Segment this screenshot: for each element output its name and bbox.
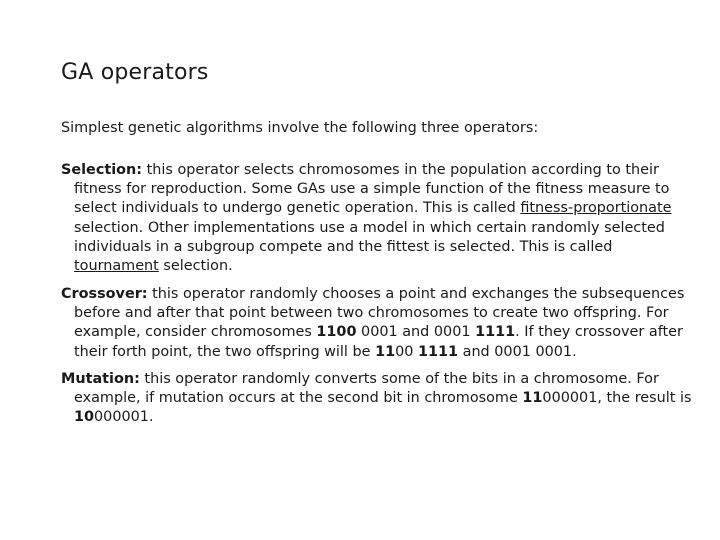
crossover-text-2: 0001 and 0001 bbox=[356, 324, 476, 341]
crossover-text-4: 00 bbox=[395, 343, 418, 360]
mutation-bits-1: 11 bbox=[522, 390, 543, 407]
crossover-bits-4: 1111 bbox=[417, 343, 459, 360]
mutation-text-2: 000001, the result is bbox=[542, 390, 692, 407]
slide-title: GA operators bbox=[61, 60, 209, 85]
intro-text: Simplest genetic algorithms involve the following three operators: bbox=[61, 120, 539, 136]
crossover-bits-1: 1100 bbox=[316, 324, 357, 341]
selection-text-1: this operator selects chromosomes in the population according to their fitness for reproduction. Some GAs use a simple function of the fitness measure to select individuals to undergo genetic operation. This is called bbox=[74, 162, 670, 217]
crossover-text-5: and 0001 0001. bbox=[458, 343, 577, 360]
fitness-proportionate-term: fitness-proportionate bbox=[520, 200, 672, 217]
crossover-term: Crossover: bbox=[61, 286, 148, 302]
mutation-bits-2: 10 bbox=[74, 409, 95, 426]
selection-text-3: selection. bbox=[158, 258, 233, 275]
tournament-term: tournament bbox=[74, 258, 159, 275]
selection-text-2: selection. Other implementations use a model in which certain randomly selected individuals in a subgroup compete and the fittest is selected. This is called bbox=[74, 219, 665, 255]
mutation-text-1: this operator randomly converts some of the bits in a chromosome. For example, if mutation occurs at the second bit in chromosome bbox=[74, 371, 659, 407]
mutation-term: Mutation: bbox=[61, 371, 140, 387]
crossover-paragraph bbox=[61, 285, 694, 362]
crossover-text-1: this operator randomly chooses a point and exchanges the subsequences before and after that point between two chromosomes to create two offspring. For example, consider chromosomes bbox=[74, 286, 685, 341]
selection-term: Selection: bbox=[61, 162, 143, 178]
mutation-text-3: 000001. bbox=[94, 409, 154, 426]
selection-paragraph bbox=[61, 161, 694, 276]
crossover-bits-3: 11 bbox=[375, 343, 396, 360]
crossover-text-3: . If they crossover after their forth point, the two offspring will be bbox=[74, 324, 683, 360]
mutation-paragraph bbox=[61, 370, 694, 428]
crossover-bits-2: 1111 bbox=[475, 324, 516, 341]
